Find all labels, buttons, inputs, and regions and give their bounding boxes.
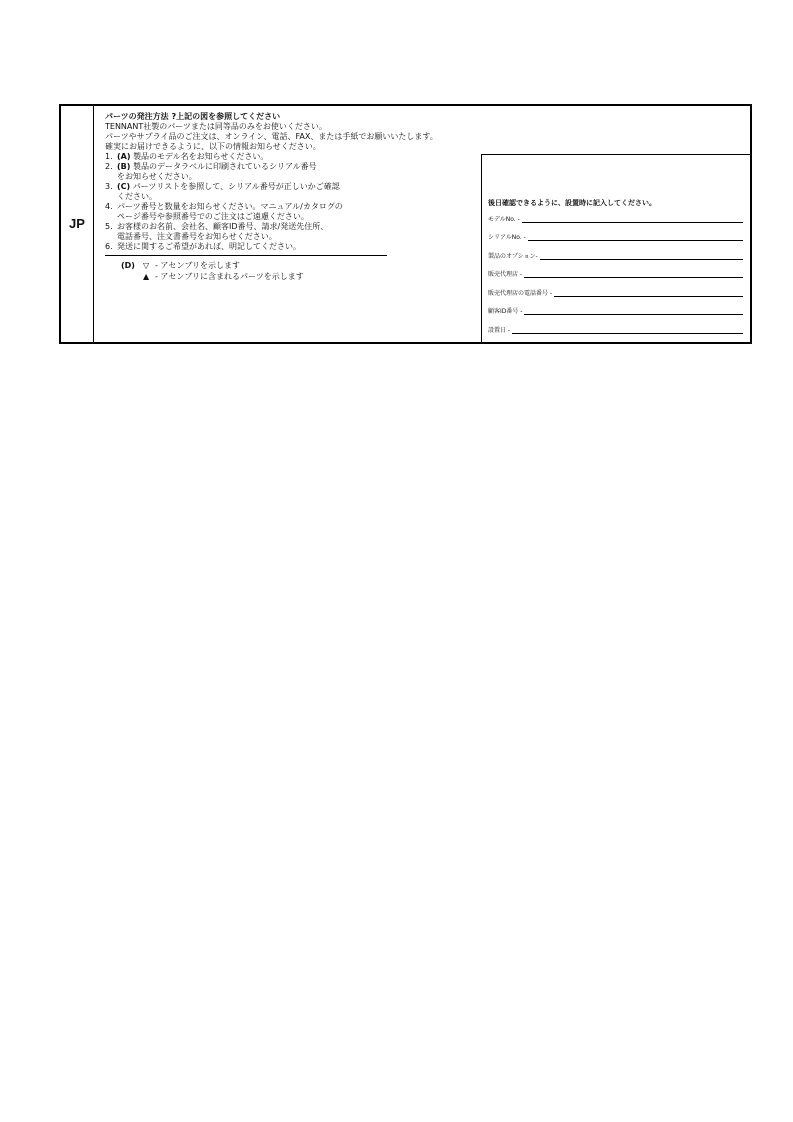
divider — [105, 255, 387, 256]
part-symbol-icon: ▲ — [143, 272, 150, 281]
step-text: をお知らせください。 — [117, 172, 197, 181]
field-label: モデルNo. - — [488, 216, 520, 223]
field-line[interactable] — [524, 307, 743, 315]
section-title: パーツの発注方法 ?上記の図を参照してください — [105, 112, 281, 121]
step-item — [105, 222, 505, 232]
intro-line: TENNANT社製のパーツまたは同等品のみをお使いください。 — [105, 122, 327, 131]
field-label: 設置日 - — [488, 327, 511, 334]
step-key: (C) — [117, 182, 131, 191]
customer-id-field[interactable] — [488, 306, 743, 315]
product-options-field[interactable] — [488, 251, 743, 260]
step-item — [105, 202, 505, 212]
step-number: 1. — [105, 152, 113, 161]
legend-label: (D) — [121, 261, 135, 270]
step-item — [105, 182, 505, 192]
step-key: (A) — [117, 152, 131, 161]
legend-text: - アセンブリに含まれるパーツを示します — [155, 272, 304, 281]
step-item — [105, 242, 505, 252]
form-title: 後日確認できるように、設置時に記入してください。 — [488, 199, 656, 207]
field-label: シリアルNo. - — [488, 234, 526, 241]
step-text: ページ番号や参照番号でのご注文はご遠慮ください。 — [117, 212, 309, 221]
step-key: (B) — [117, 162, 131, 171]
legend-row — [121, 271, 505, 282]
step-number: 4. — [105, 202, 113, 211]
step-text: お客様のお名前、会社名、顧客ID番号、請求/発送先住所、 — [117, 222, 329, 231]
symbol-legend — [121, 260, 505, 282]
dealer-field[interactable] — [488, 269, 743, 278]
field-line[interactable] — [528, 233, 743, 241]
step-text: ください。 — [117, 192, 157, 201]
language-column — [61, 106, 94, 342]
step-number: 6. — [105, 242, 113, 251]
assembly-symbol-icon: ▽ — [143, 261, 150, 270]
field-label: 販売代理店の電話番号 - — [488, 290, 553, 297]
field-line[interactable] — [540, 252, 743, 260]
field-line[interactable] — [554, 289, 743, 297]
step-text: パーツ番号と数量をお知らせください。マニュアル/カタログの — [117, 202, 343, 211]
step-number: 3. — [105, 182, 113, 191]
field-label: 製品のオプション- — [488, 253, 538, 260]
step-text: 製品のモデル名をお知らせください。 — [133, 152, 269, 161]
step-text: 電話番号、注文書番号をお知らせください。 — [117, 232, 277, 241]
model-number-field[interactable] — [488, 214, 743, 223]
serial-number-field[interactable] — [488, 232, 743, 241]
step-item — [105, 152, 505, 162]
field-line[interactable] — [512, 326, 743, 334]
intro-line: 確実にお届けできるように、以下の情報お知らせください。 — [105, 142, 321, 151]
dealer-phone-field[interactable] — [488, 288, 743, 297]
step-text: 発送に関するご希望があれば、明記してください。 — [117, 242, 301, 251]
step-text: 製品のデータラベルに印刷されているシリアル番号 — [132, 162, 317, 171]
field-label: 顧客ID番号 - — [488, 308, 523, 315]
parts-order-box — [59, 104, 752, 344]
field-label: 販売代理店 - — [488, 271, 523, 278]
step-text: パーツリストを参照して、シリアル番号が正しいかご確認 — [132, 182, 340, 191]
field-line[interactable] — [524, 270, 743, 278]
legend-row — [121, 260, 505, 271]
record-form — [481, 154, 752, 342]
install-date-field[interactable] — [488, 325, 743, 334]
step-number: 5. — [105, 222, 113, 231]
language-code: JP — [69, 216, 85, 231]
step-item — [105, 162, 505, 172]
field-line[interactable] — [522, 215, 743, 223]
legend-text: - アセンブリを示します — [155, 261, 241, 270]
instructions — [105, 112, 505, 282]
steps-list — [105, 152, 505, 252]
intro-line: パーツやサプライ品のご注文は、オンライン、電話、FAX、または手紙でお願いいたします。 — [105, 132, 438, 141]
step-number: 2. — [105, 162, 113, 171]
